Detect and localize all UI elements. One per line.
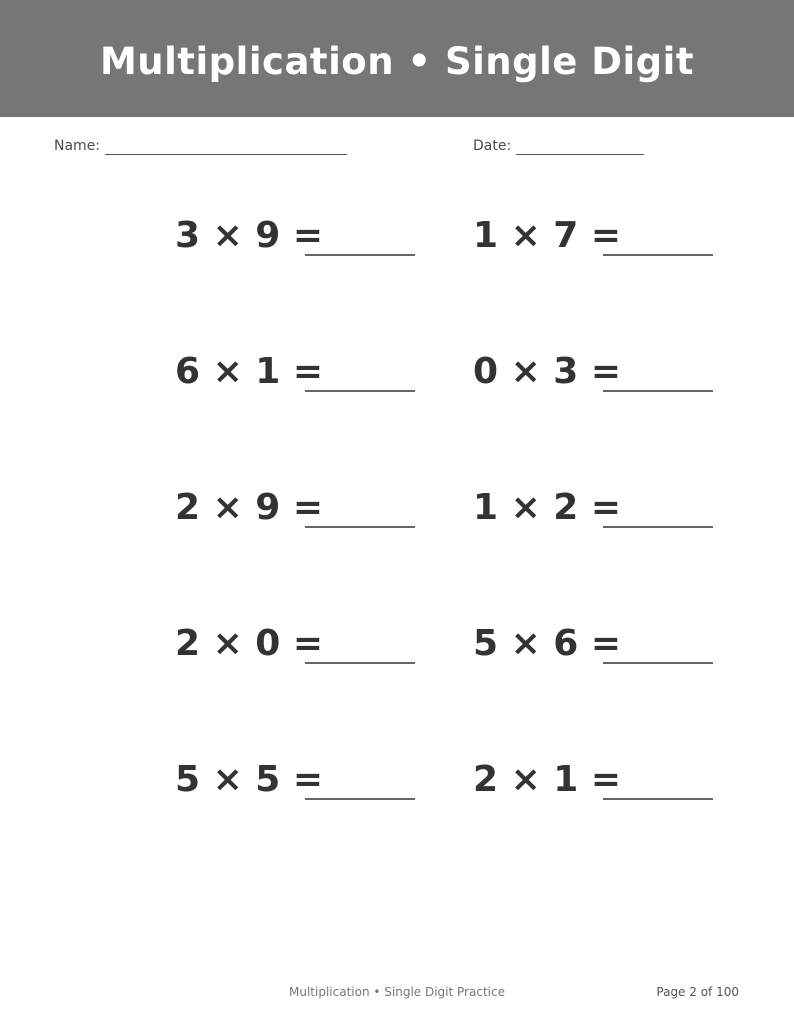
date-label: Date: [473, 138, 512, 154]
footer-title: Multiplication • Single Digit Practice [289, 985, 505, 999]
date-line [516, 139, 644, 155]
header-banner [0, 0, 794, 117]
name-label: Name: [54, 138, 101, 154]
problem-text: 2 × 0 = [175, 623, 324, 664]
problem-text: 5 × 6 = [473, 623, 622, 664]
answer-line [603, 390, 713, 392]
problem-text: 1 × 2 = [473, 487, 622, 528]
page-number: Page 2 of 100 [656, 985, 739, 999]
answer-line [305, 526, 415, 528]
problem-text: 1 × 7 = [473, 215, 622, 256]
answer-line [603, 254, 713, 256]
answer-line [603, 526, 713, 528]
problem-text: 3 × 9 = [175, 215, 324, 256]
problem-text: 0 × 3 = [473, 351, 622, 392]
problem-text: 2 × 9 = [175, 487, 324, 528]
page-title: Multiplication • Single Digit [99, 40, 695, 83]
problem-text: 5 × 5 = [175, 759, 324, 800]
answer-line [603, 798, 713, 800]
answer-line [305, 390, 415, 392]
name-line [105, 139, 347, 155]
problem-text: 2 × 1 = [473, 759, 622, 800]
date-field [473, 135, 644, 155]
answer-line [305, 662, 415, 664]
problem-text: 6 × 1 = [175, 351, 324, 392]
answer-line [305, 254, 415, 256]
answer-line [603, 662, 713, 664]
answer-line [305, 798, 415, 800]
name-field [54, 135, 347, 155]
